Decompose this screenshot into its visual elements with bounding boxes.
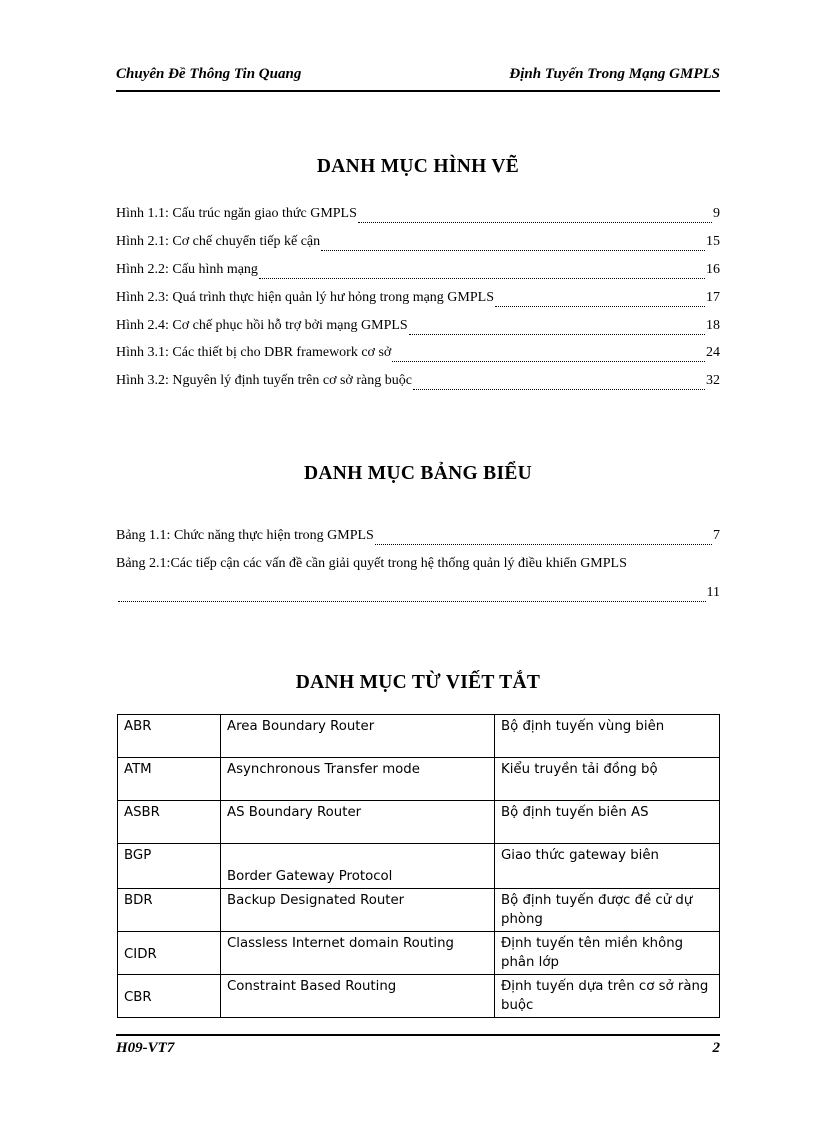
dot-leader — [495, 294, 705, 307]
table-entry-page: 11 — [706, 585, 720, 600]
english-term-cell: Area Boundary Router — [221, 715, 495, 758]
dot-leader — [392, 349, 705, 362]
figure-entry-label: Hình 2.2: Cấu hình mạng — [116, 262, 258, 277]
vietnamese-term-cell: Bộ định tuyến được đề cử dự phòng — [495, 889, 720, 932]
vietnamese-term-cell: Bộ định tuyến biên AS — [495, 801, 720, 844]
table-entry — [116, 585, 720, 605]
figure-entry-page: 32 — [706, 373, 720, 388]
abbr-cell: ASBR — [118, 801, 221, 844]
dot-leader — [118, 589, 706, 602]
figure-entry-page: 9 — [713, 206, 720, 221]
figure-entry-page: 16 — [706, 262, 720, 277]
figure-entry-label: Hình 2.3: Quá trình thực hiện quản lý hư hỏng trong mạng GMPLS — [116, 290, 494, 305]
header-left-title: Chuyên Đề Thông Tin Quang — [116, 66, 302, 82]
tables-section-title: DANH MỤC BẢNG BIỂU — [303, 463, 533, 484]
figure-entry-page: 17 — [706, 290, 720, 305]
figures-section-title: DANH MỤC HÌNH VẼ — [316, 156, 520, 177]
table-row — [118, 801, 720, 844]
figure-entry — [116, 206, 720, 226]
figure-entry — [116, 262, 720, 282]
vietnamese-term-cell: Giao thức gateway biên — [495, 844, 720, 889]
abbreviations-table — [117, 714, 720, 1018]
abbr-cell: CIDR — [118, 932, 221, 975]
table-entry-label: Bảng 2.1:Các tiếp cận các vấn đề cần giải quyết trong hệ thống quản lý điều khiển GMPLS — [116, 556, 627, 571]
figure-entry-label: Hình 2.4: Cơ chế phục hồi hỗ trợ bởi mạng GMPLS — [116, 318, 408, 333]
abbr-cell: CBR — [118, 975, 221, 1018]
table-entry-label: Bảng 1.1: Chức năng thực hiện trong GMPLS — [116, 528, 374, 543]
figure-entry-page: 24 — [706, 345, 720, 360]
figure-entry-label: Hình 2.1: Cơ chế chuyển tiếp kế cận — [116, 234, 321, 249]
english-term-cell: Classless Internet domain Routing — [221, 932, 495, 975]
table-row — [118, 889, 720, 932]
dot-leader — [259, 266, 705, 279]
figure-entry-page: 18 — [706, 318, 720, 333]
vietnamese-term-cell: Kiểu truyền tải đồng bộ — [495, 758, 720, 801]
page-header — [116, 66, 720, 92]
header-right-title: Định Tuyến Trong Mạng GMPLS — [509, 66, 720, 82]
dot-leader — [375, 532, 712, 545]
abbr-cell: BDR — [118, 889, 221, 932]
figure-entry — [116, 345, 720, 365]
figure-entry — [116, 318, 720, 338]
abbr-cell: ATM — [118, 758, 221, 801]
dot-leader — [358, 210, 712, 223]
english-term-cell: Constraint Based Routing — [221, 975, 495, 1018]
vietnamese-term-cell: Định tuyến tên miền không phân lớp — [495, 932, 720, 975]
figure-entry-label: Hình 1.1: Cấu trúc ngăn giao thức GMPLS — [116, 206, 357, 221]
figure-entry — [116, 234, 720, 254]
table-row — [118, 758, 720, 801]
table-row — [118, 932, 720, 975]
figure-entry — [116, 373, 720, 393]
footer-left-text: H09-VT7 — [116, 1040, 175, 1056]
table-row — [118, 975, 720, 1018]
english-term-cell: Border Gateway Protocol — [221, 844, 495, 889]
page-number: 2 — [712, 1040, 720, 1056]
abbreviations-section-title: DANH MỤC TỪ VIẾT TẮT — [295, 672, 541, 693]
abbr-cell: BGP — [118, 844, 221, 889]
figure-entry-label: Hình 3.1: Các thiết bị cho DBR framework cơ sở — [116, 345, 392, 360]
table-row — [118, 715, 720, 758]
abbr-cell: ABR — [118, 715, 221, 758]
english-term-cell: AS Boundary Router — [221, 801, 495, 844]
table-entry-page: 7 — [713, 528, 720, 543]
table-entry — [116, 528, 720, 548]
figure-entry — [116, 290, 720, 310]
english-term-cell: Backup Designated Router — [221, 889, 495, 932]
figure-entry-page: 15 — [706, 234, 720, 249]
table-row — [118, 844, 720, 889]
dot-leader — [409, 322, 705, 335]
english-term-cell: Asynchronous Transfer mode — [221, 758, 495, 801]
dot-leader — [321, 238, 705, 251]
dot-leader — [413, 377, 705, 390]
vietnamese-term-cell: Định tuyến dựa trên cơ sở ràng buộc — [495, 975, 720, 1018]
vietnamese-term-cell: Bộ định tuyến vùng biên — [495, 715, 720, 758]
page-footer — [116, 1034, 720, 1057]
figure-entry-label: Hình 3.2: Nguyên lý định tuyến trên cơ sở ràng buộc — [116, 373, 412, 388]
